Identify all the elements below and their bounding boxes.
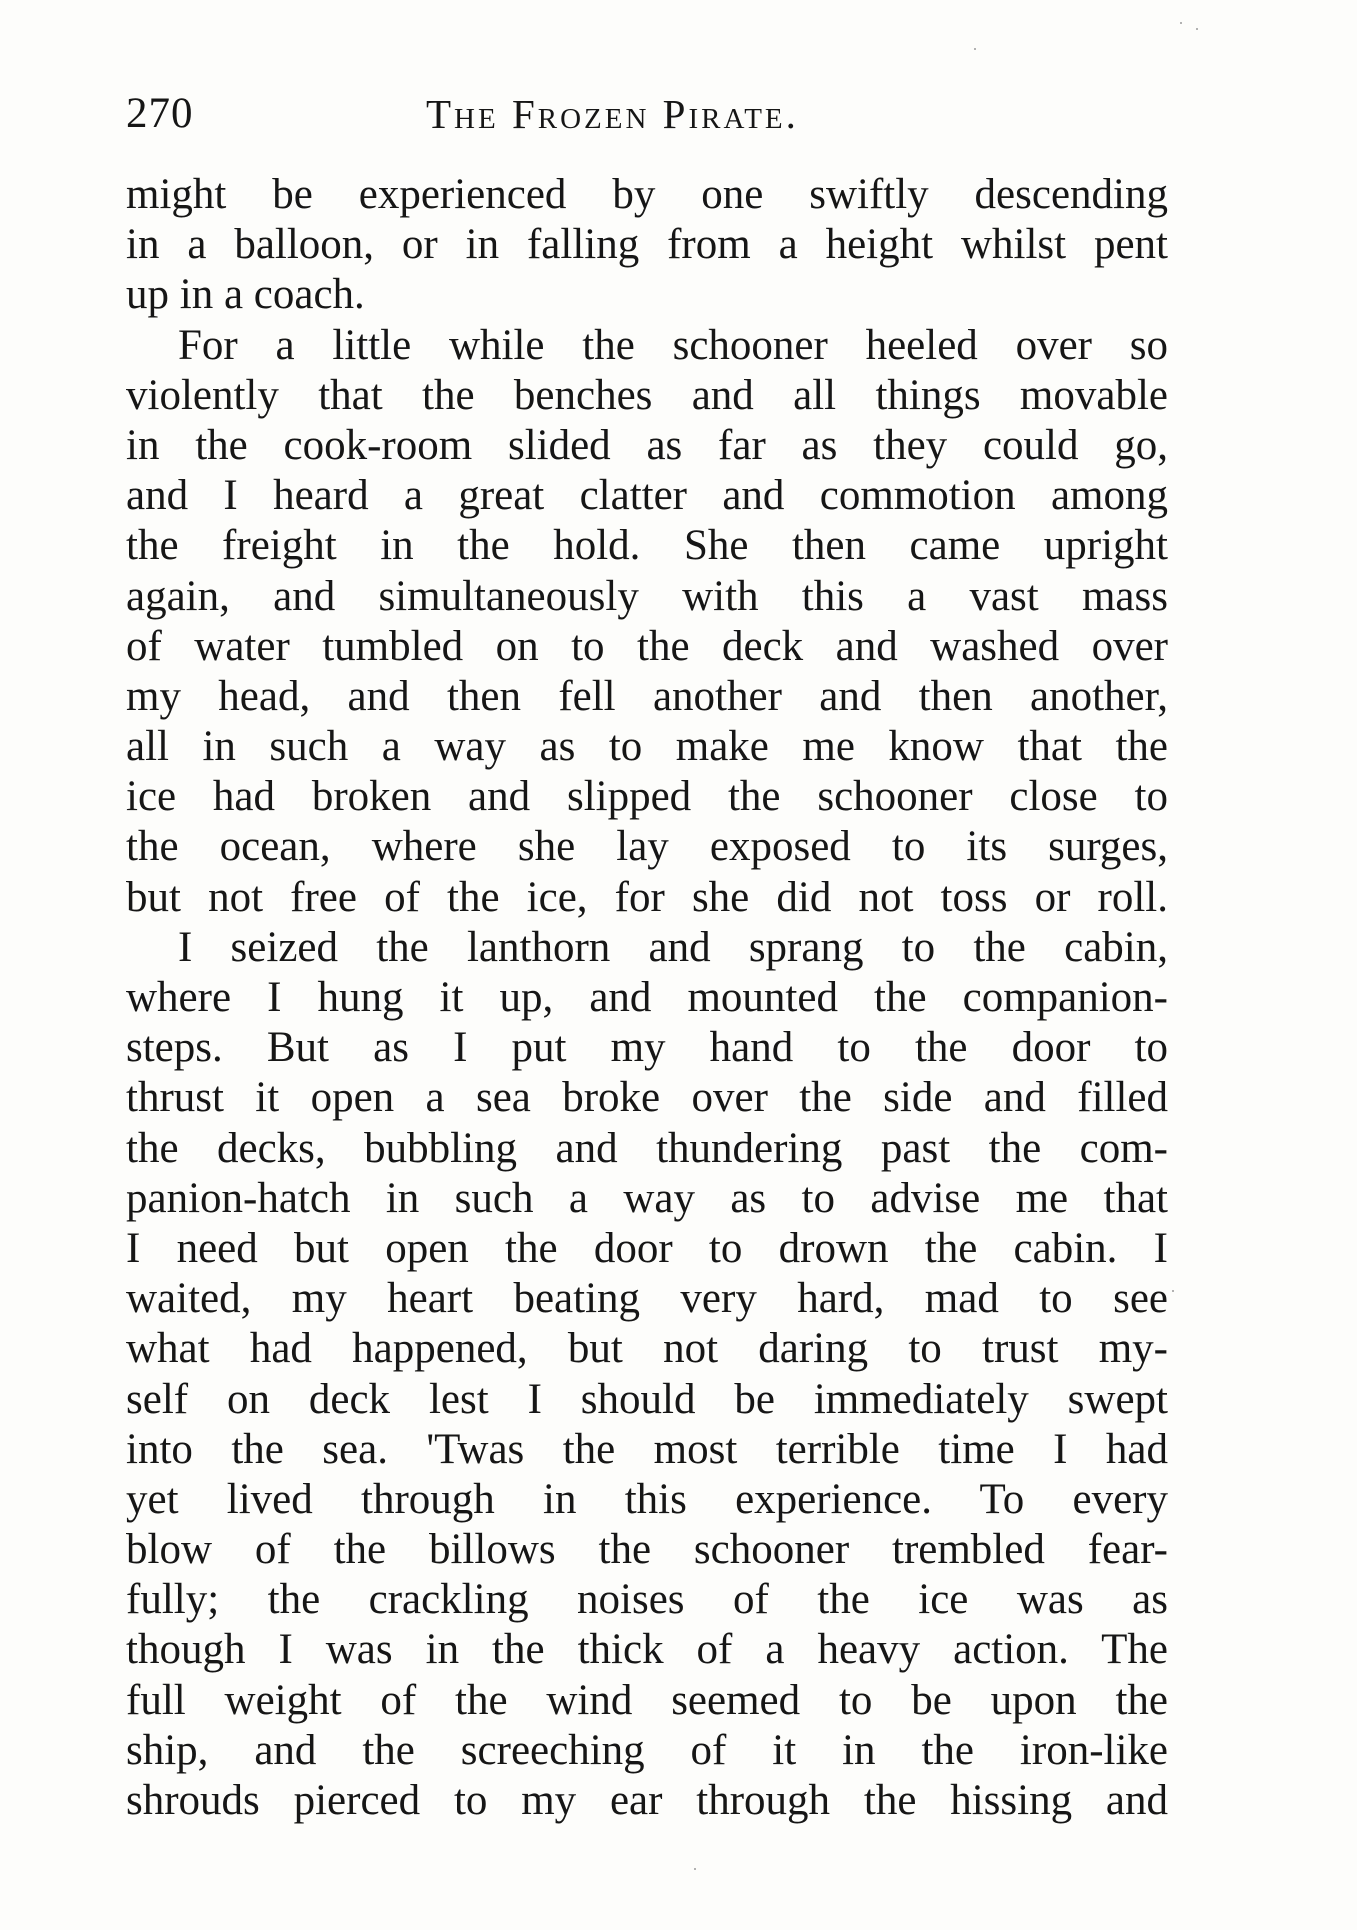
text-line: fully; the crackling noises of the ice was as	[126, 1576, 1168, 1624]
text-line: shrouds pierced to my ear through the hissing and	[126, 1777, 1168, 1824]
page-number: 270	[126, 90, 194, 137]
running-title: The Frozen Pirate.	[426, 91, 799, 137]
text-line: though I was in the thick of a heavy action. The	[126, 1626, 1168, 1674]
text-line: and I heard a great clatter and commotion among	[126, 472, 1168, 520]
text-line: ice had broken and slipped the schooner close to	[126, 773, 1168, 821]
text-line: where I hung it up, and mounted the companion-	[126, 974, 1168, 1021]
text-line: waited, my heart beating very hard, mad to see	[126, 1275, 1168, 1323]
body-text	[126, 170, 1168, 1826]
text-line: ship, and the screeching of it in the iron-like	[126, 1726, 1168, 1774]
text-line: thrust it open a sea broke over the side and filled	[126, 1074, 1168, 1122]
paper-speck	[694, 1868, 696, 1870]
text-line: the freight in the hold. She then came upright	[126, 522, 1168, 570]
text-line: self on deck lest I should be immediately swept	[126, 1375, 1168, 1423]
text-line: what had happened, but not daring to trust my-	[126, 1325, 1168, 1373]
text-line: blow of the billows the schooner trembled fear-	[126, 1526, 1168, 1574]
paper-speck	[974, 48, 976, 50]
text-line: my head, and then fell another and then another,	[126, 672, 1168, 720]
paper-speck	[1196, 28, 1198, 30]
text-line: but not free of the ice, for she did not toss or roll.	[126, 873, 1168, 921]
text-line: yet lived through in this experience. To every	[126, 1475, 1168, 1523]
text-line: in the cook-room slided as far as they could go,	[126, 421, 1168, 469]
page-header	[126, 84, 1168, 144]
text-line: all in such a way as to make me know that the	[126, 723, 1168, 771]
text-line: full weight of the wind seemed to be upon the	[126, 1676, 1168, 1724]
text-line: might be experienced by one swiftly descending	[126, 171, 1168, 218]
text-line: of water tumbled on to the deck and washed over	[126, 622, 1168, 670]
text-line: up in a coach.	[126, 271, 365, 319]
paper-speck	[1172, 1290, 1174, 1292]
text-line: panion-hatch in such a way as to advise me that	[126, 1174, 1168, 1222]
text-line: the decks, bubbling and thundering past the com-	[126, 1124, 1168, 1172]
text-line: I need but open the door to drown the cabin. I	[126, 1224, 1168, 1272]
text-line: violently that the benches and all things movable	[126, 371, 1168, 419]
text-line: I seized the lanthorn and sprang to the cabin,	[178, 923, 1168, 971]
text-line: steps. But as I put my hand to the door to	[126, 1024, 1168, 1072]
paper-speck	[1180, 22, 1182, 24]
text-line: into the sea. 'Twas the most terrible time I had	[126, 1425, 1168, 1473]
text-line: in a balloon, or in falling from a height whilst pent	[126, 221, 1168, 269]
text-line: the ocean, where she lay exposed to its surges,	[126, 823, 1168, 871]
text-line: again, and simultaneously with this a vast mass	[126, 572, 1168, 620]
text-line: For a little while the schooner heeled over so	[178, 321, 1168, 369]
